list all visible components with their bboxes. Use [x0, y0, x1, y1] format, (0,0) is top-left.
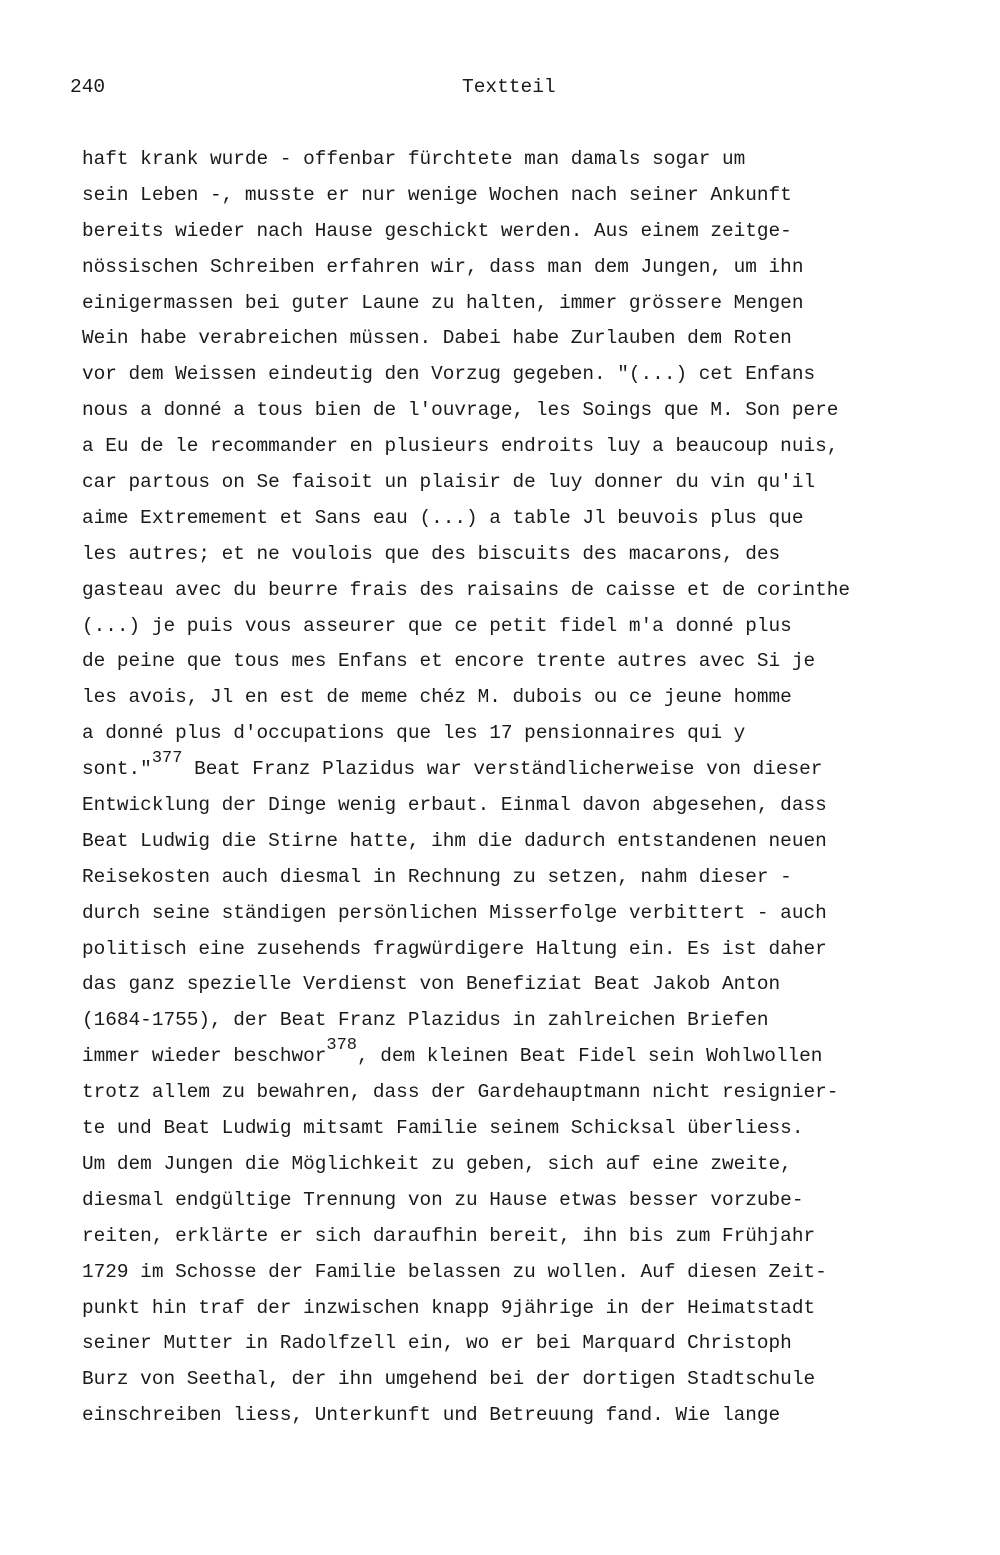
text-line: les avois, Jl en est de meme chéz M. dubois ou ce jeune homme [82, 686, 792, 709]
footnote-reference: 378 [326, 1036, 357, 1056]
text-line: diesmal endgültige Trennung von zu Hause etwas besser vorzube- [82, 1188, 804, 1211]
text-line: nous a donné a tous bien de l'ouvrage, les Soings que M. Son pere [82, 399, 839, 422]
text-line: 1729 im Schosse der Familie belassen zu wollen. Auf diesen Zeit- [82, 1260, 827, 1283]
text-line: les autres; et ne voulois que des biscuits des macarons, des [82, 542, 781, 565]
line-text: , dem kleinen Beat Fidel sein Wohlwollen [356, 1045, 823, 1068]
text-line: Burz von Seethal, der ihn umgehend bei der dortigen Stadtschule [82, 1368, 816, 1391]
text-line: durch seine ständigen persönlichen Misserfolge verbittert - auch [82, 901, 827, 924]
text-line: a donné plus d'occupations que les 17 pensionnaires qui y [82, 722, 746, 745]
text-line: a Eu de le recommander en plusieurs endroits luy a beaucoup nuis, [82, 435, 839, 458]
text-line: (...) je puis vous asseurer que ce petit fidel m'a donné plus [82, 614, 792, 637]
text-line: (1684-1755), der Beat Franz Plazidus in zahlreichen Briefen [82, 1009, 769, 1032]
running-title: Textteil [462, 76, 556, 98]
text-line: Wein habe verabreichen müssen. Dabei habe Zurlauben dem Roten [82, 327, 792, 350]
text-line: vor dem Weissen eindeutig den Vorzug gegeben. "(...) cet Enfans [82, 363, 816, 386]
text-line: Beat Ludwig die Stirne hatte, ihm die dadurch entstandenen neuen [82, 829, 827, 852]
text-line: haft krank wurde - offenbar fürchtete man damals sogar um [82, 148, 746, 170]
text-line: Entwicklung der Dinge wenig erbaut. Einmal davon abgesehen, dass [82, 794, 827, 817]
text-line: bereits wieder nach Hause geschickt werden. Aus einem zeitge- [82, 219, 792, 242]
text-line: reiten, erklärte er sich daraufhin bereit, ihn bis zum Frühjahr [82, 1224, 816, 1247]
text-line: car partous on Se faisoit un plaisir de luy donner du vin qu'il [82, 471, 816, 494]
text-line: trotz allem zu bewahren, dass der Gardehauptmann nicht resignier- [82, 1081, 839, 1104]
text-line-with-footnote [82, 749, 992, 788]
text-line: Reisekosten auch diesmal in Rechnung zu setzen, nahm dieser - [82, 865, 792, 888]
text-line: te und Beat Ludwig mitsamt Familie seinem Schicksal überliess. [82, 1117, 804, 1140]
line-text: immer wieder beschwor [82, 1045, 327, 1068]
page-header [70, 76, 1000, 104]
text-line-with-footnote [82, 1036, 992, 1075]
text-line: gasteau avec du beurre frais des raisains de caisse et de corinthe [82, 578, 850, 601]
text-line: einschreiben liess, Unterkunft und Betreuung fand. Wie lange [82, 1404, 781, 1427]
text-line: einigermassen bei guter Laune zu halten, immer grössere Mengen [82, 291, 804, 314]
body-text [82, 142, 992, 1434]
footnote-reference: 377 [151, 749, 183, 769]
text-line: politisch eine zusehends fragwürdigere Haltung ein. Es ist daher [82, 937, 827, 960]
text-line: Um dem Jungen die Möglichkeit zu geben, sich auf eine zweite, [82, 1152, 792, 1175]
text-line: punkt hin traf der inzwischen knapp 9jährige in der Heimatstadt [82, 1296, 816, 1319]
text-line: aime Extremement et Sans eau (...) a table Jl beuvois plus que [82, 506, 804, 529]
text-line: seiner Mutter in Radolfzell ein, wo er bei Marquard Christoph [82, 1332, 792, 1355]
line-text: Beat Franz Plazidus war verständlicherweise von dieser [182, 758, 823, 781]
page-number: 240 [70, 76, 106, 98]
text-line: das ganz spezielle Verdienst von Benefiziat Beat Jakob Anton [82, 973, 781, 996]
text-line: sein Leben -, musste er nur wenige Wochen nach seiner Ankunft [82, 183, 792, 206]
text-line: de peine que tous mes Enfans et encore trente autres avec Si je [82, 650, 816, 673]
text-line: nössischen Schreiben erfahren wir, dass man dem Jungen, um ihn [82, 255, 804, 278]
line-text: sont." [82, 758, 152, 781]
